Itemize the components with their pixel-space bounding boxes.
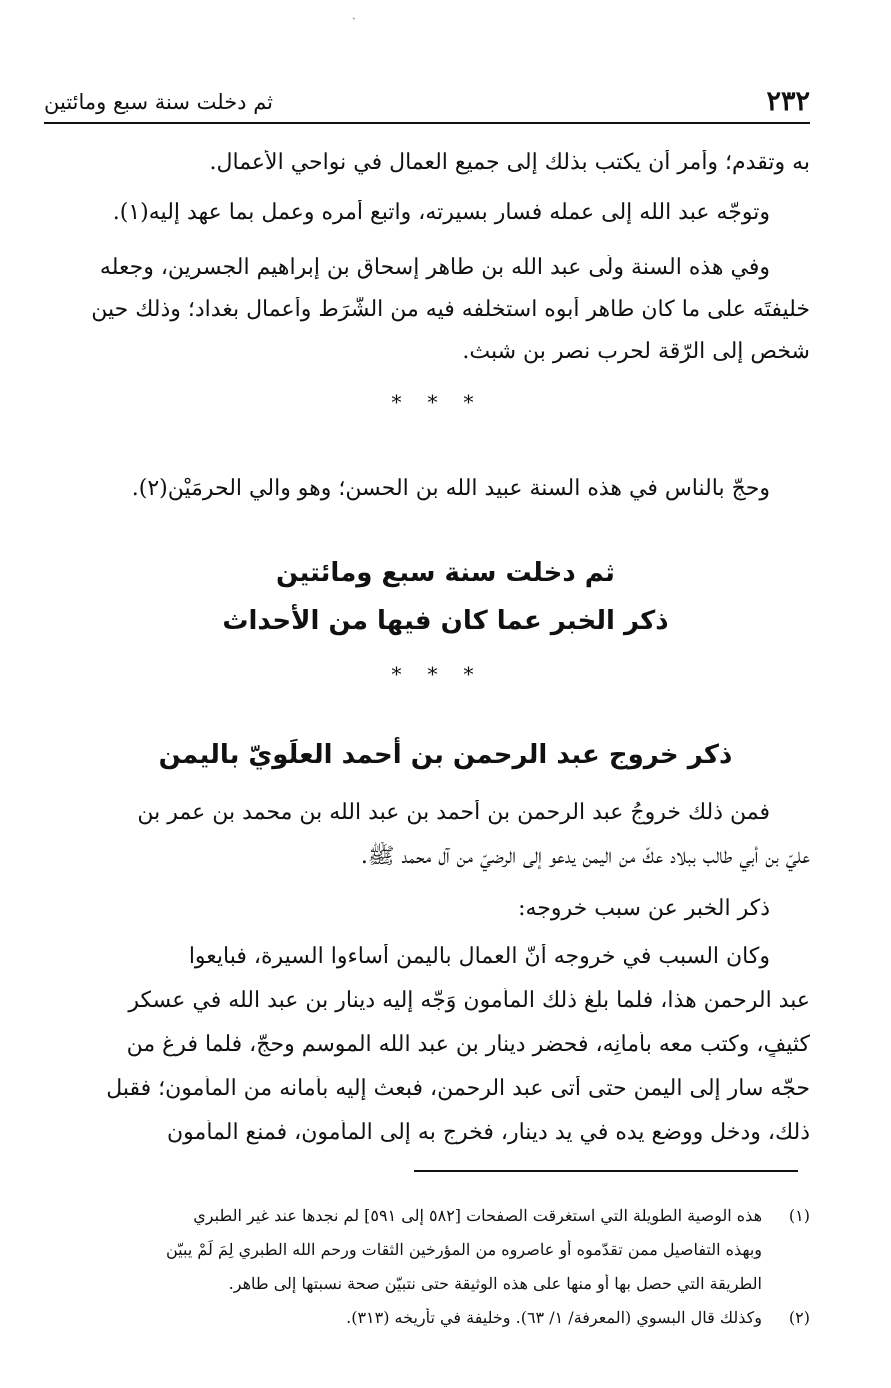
text-line: عليّ بن أبي طالب ببلاد عكّ من اليمن يدعو إلى الرضيّ من آل محمد ﷺ.	[360, 844, 810, 869]
paragraph-1	[44, 150, 810, 240]
page-number: ٢٣٢	[766, 86, 810, 117]
footnote-1-line	[40, 1240, 810, 1268]
text-line: شخص إلى الرّقة لحرب نصر بن شبث.	[462, 339, 810, 364]
header-rule	[44, 122, 810, 124]
paragraph-5	[44, 896, 810, 936]
separator-stars: ***	[391, 662, 500, 686]
text-line: ذلك، ودخل ووضع يده في يد دينار، فخرج به إلى المأمون، فمنع المأمون	[167, 1120, 810, 1145]
footnote-1-line	[40, 1274, 810, 1302]
footnote-text: وكذلك قال البسوي (المعرفة/ ١/ ٦٣). وخليفة في تأريخه (٣١٣).	[346, 1308, 762, 1327]
footnote-text: وبهذه التفاصيل ممن تقدّموه أو عاصروه من المؤرخين الثقات ورحم الله الطبري لِمَ لَمْ يبيّن	[165, 1240, 762, 1259]
text-line: به وتقدم؛ وأمر أن يكتب بذلك إلى جميع العمال في نواحي الأعمال.	[209, 150, 810, 175]
running-title: ثم دخلت سنة سبع ومائتين	[44, 90, 274, 114]
subheading: ذكر خروج عبد الرحمن بن أحمد العلَويّ باليمن	[158, 740, 733, 770]
page-speck: ˏ	[352, 6, 356, 20]
text-line: عبد الرحمن هذا، فلما بلغ ذلك المأمون وَجّه إليه دينار بن عبد الله في عسكر	[128, 988, 810, 1013]
section-heading-events: ذكر الخبر عما كان فيها من الأحداث	[222, 606, 669, 636]
footnote-number: (٢)	[788, 1308, 810, 1327]
text-line: وكان السبب في خروجه أنّ العمال باليمن أساءوا السيرة، فبايعوا	[188, 944, 770, 969]
text-line: فمن ذلك خروجُ عبد الرحمن بن أحمد بن عبد الله بن محمد بن عمر بن	[137, 800, 770, 825]
text-line: وفي هذه السنة ولّى عبد الله بن طاهر إسحاق بن إبراهيم الجسرين، وجعله	[99, 255, 770, 280]
text-line: وحجّ بالناس في هذه السنة عبيد الله بن الحسن؛ وهو والي الحرمَيْن(٢).	[131, 476, 770, 501]
separator-stars: ***	[391, 390, 500, 414]
footnote-rule	[414, 1170, 798, 1172]
footnote-1-line	[40, 1206, 810, 1234]
text-line: حجّه سار إلى اليمن حتى أتى عبد الرحمن، فبعث إليه بأمانه من المأمون؛ فقبل	[106, 1076, 810, 1101]
page-header	[44, 82, 810, 122]
text-line: كثيفٍ، وكتب معه بأمانِه، فحضر دينار بن عبد الله الموسم وحجّ، فلما فرغ من	[126, 1032, 810, 1057]
footnote-text: الطريقة التي حصل بها أو منها على هذه الوثيقة حتى نتبيّن صحة نسبتها إلى طاهر.	[228, 1274, 762, 1293]
text-line: خليفتَه على ما كان طاهر أبوه استخلفه فيه من الشُّرَط وأعمال بغداد؛ وذلك حين	[91, 297, 810, 322]
section-heading-year: ثم دخلت سنة سبع ومائتين	[276, 558, 615, 588]
paragraph-4	[44, 800, 810, 890]
footnote-text: هذه الوصية الطويلة التي استغرقت الصفحات [٥٨٢ إلى ٥٩١] لم نجدها عند غير الطبري	[193, 1206, 762, 1225]
paragraph-3	[44, 476, 810, 516]
footnote-number: (١)	[788, 1206, 810, 1225]
paragraph-6	[44, 944, 810, 1164]
paragraph-2	[44, 255, 810, 385]
footnote-2-line	[40, 1308, 810, 1336]
text-line: وتوجّه عبد الله إلى عمله فسار بسيرته، واتبع أمره وعمل بما عهد إليه(١).	[112, 200, 770, 225]
text-line: ذكر الخبر عن سبب خروجه:	[518, 896, 770, 921]
